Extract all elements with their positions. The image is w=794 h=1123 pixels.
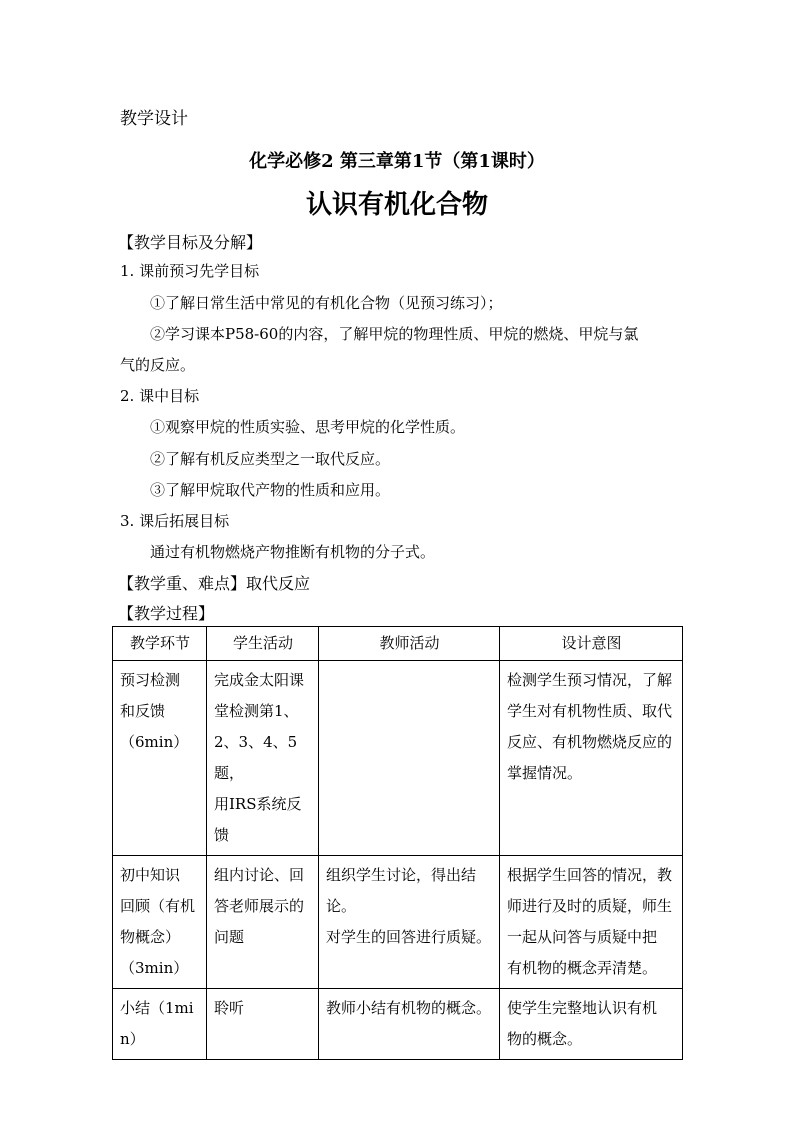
teacher-activity-cell (319, 661, 500, 856)
in-class-item-1: ①观察甲烷的性质实验、思考甲烷的化学性质。 (150, 418, 466, 436)
cell-text-line: 完成金太阳课 (214, 671, 305, 689)
student-activity-cell (207, 856, 319, 989)
cell-text-line: 聆听 (214, 999, 245, 1017)
cell-text-line: 检测学生预习情况，了解 (507, 671, 673, 689)
cell-text-line: 和反馈 (120, 702, 166, 720)
in-class-item-2: ②了解有机反应类型之一取代反应。 (150, 450, 391, 468)
cell-text-line: （6min） (120, 733, 189, 751)
stage-cell (113, 856, 207, 989)
student-activity-cell (207, 661, 319, 856)
cell-text-line: 使学生完整地认识有机 (507, 999, 658, 1017)
pre-class-heading: 1. 课前预习先学目标 (120, 262, 260, 280)
table-header-row (113, 627, 683, 661)
pre-class-item-2-line-1: ②学习课本P58-60的内容，了解甲烷的物理性质、甲烷的燃烧、甲烷与氯 (150, 325, 639, 343)
cell-text-line: 物的概念。 (507, 1030, 583, 1048)
table-row (113, 856, 683, 989)
cell-text-line: 对学生的回答进行质疑。 (326, 928, 492, 946)
cell-text-line: 用IRS系统反 (214, 795, 302, 813)
in-class-item-3: ③了解甲烷取代产物的性质和应用。 (150, 481, 391, 499)
cell-text-line: 一起从问答与质疑中把 (507, 928, 658, 946)
cell-text-line: 有机物的概念弄清楚。 (507, 959, 658, 977)
cell-text-line: 答老师展示的 (214, 897, 305, 915)
header-design-intent: 设计意图 (500, 627, 683, 661)
design-intent-cell (500, 989, 683, 1060)
cell-text-line: （3min） (120, 959, 189, 977)
cell-text-line: 初中知识 (120, 866, 181, 884)
cell-text-line: 师进行及时的质疑，师生 (507, 897, 673, 915)
stage-cell (113, 661, 207, 856)
key-points: 【教学重、难点】取代反应 (118, 574, 311, 593)
cell-text-line: 论。 (326, 897, 357, 915)
student-activity-cell (207, 989, 319, 1060)
teaching-process-table (112, 626, 683, 1060)
cell-text-line: 馈 (214, 826, 230, 844)
header-stage: 教学环节 (113, 627, 207, 661)
process-heading: 【教学过程】 (118, 604, 215, 623)
cell-text-line: 回顾（有机 (120, 897, 196, 915)
cell-text-line: 问题 (214, 928, 245, 946)
stage-cell (113, 989, 207, 1060)
cell-text-line: 反应、有机物燃烧反应的 (507, 733, 673, 751)
cell-text-line: 组内讨论、回 (214, 866, 305, 884)
table-row (113, 989, 683, 1060)
pre-class-item-2-line-2: 气的反应。 (120, 356, 196, 374)
cell-text-line: 物概念） (120, 928, 181, 946)
cell-text-line: 小结（1min） (120, 999, 194, 1048)
design-intent-cell (500, 856, 683, 989)
cell-text-line: 教师小结有机物的概念。 (326, 999, 492, 1017)
cell-text-line: 堂检测第1、 (214, 702, 299, 720)
teacher-activity-cell (319, 856, 500, 989)
cell-text-line: 组织学生讨论，得出结 (326, 866, 477, 884)
header-teacher-activity: 教师活动 (319, 627, 500, 661)
lesson-title: 认识有机化合物 (305, 190, 488, 220)
header-student-activity: 学生活动 (207, 627, 319, 661)
cell-text-line: 预习检测 (120, 671, 181, 689)
lesson-subtitle: 化学必修2 第三章第1节（第1课时） (249, 151, 545, 172)
post-class-heading: 3. 课后拓展目标 (120, 512, 230, 530)
table-row (113, 661, 683, 856)
teacher-activity-cell (319, 989, 500, 1060)
objectives-heading: 【教学目标及分解】 (118, 233, 263, 252)
pre-class-item-1: ①了解日常生活中常见的有机化合物（见预习练习）； (150, 294, 503, 312)
post-class-item-1: 通过有机物燃烧产物推断有机物的分子式。 (150, 543, 436, 561)
cell-text-line: 根据学生回答的情况，教 (507, 866, 673, 884)
design-intent-cell (500, 661, 683, 856)
in-class-heading: 2. 课中目标 (120, 387, 200, 405)
cell-text-line: 学生对有机物性质、取代 (507, 702, 673, 720)
cell-text-line: 掌握情况。 (507, 764, 583, 782)
doc-label: 教学设计 (120, 109, 188, 129)
cell-text-line: 2、3、4、5题， (214, 733, 298, 782)
